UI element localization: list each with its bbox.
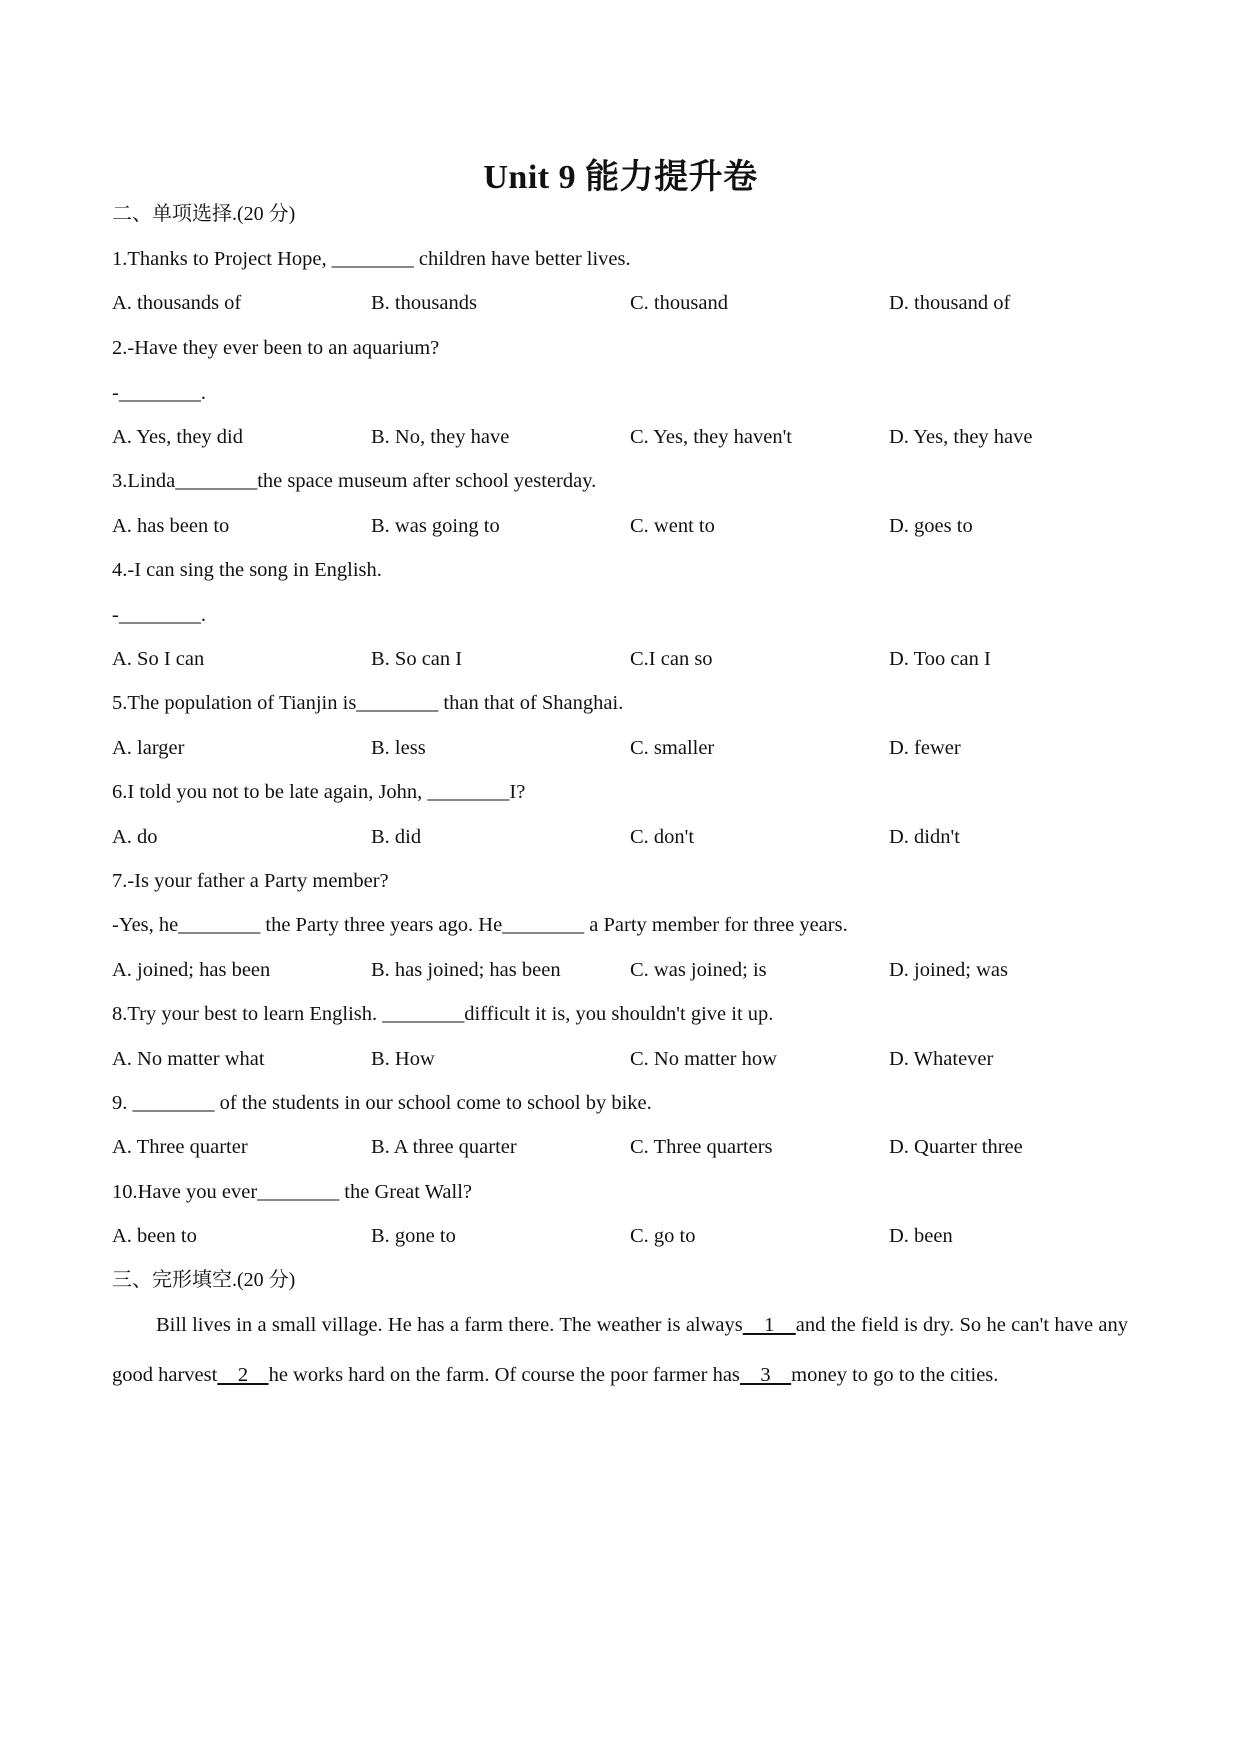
passage-text-1: Bill lives in a small village. He has a farm there. The weather is always	[156, 1314, 743, 1336]
question-8-option-b: B. How	[371, 1048, 435, 1070]
question-3-option-c: C. went to	[630, 515, 715, 537]
question-4-option-d: D. Too can I	[889, 648, 991, 670]
question-4-options	[112, 646, 1152, 672]
question-1-option-b: B. thousands	[371, 292, 477, 314]
question-7-response: -Yes, he________ the Party three years ago. He________ a Party member for three years.	[112, 914, 848, 936]
question-6-option-a: A. do	[112, 826, 158, 848]
cloze-blank-1: 1	[742, 1314, 796, 1336]
question-4-option-a: A. So I can	[112, 648, 205, 670]
question-8-option-a: A. No matter what	[112, 1048, 265, 1070]
question-6-option-c: C. don't	[630, 826, 695, 848]
question-10-option-d: D. been	[889, 1225, 953, 1247]
question-5-option-d: D. fewer	[889, 737, 961, 759]
question-9-stem: 9. ________ of the students in our school come to school by bike.	[112, 1092, 652, 1114]
question-10-stem: 10.Have you ever________ the Great Wall?	[112, 1181, 473, 1203]
question-10-option-c: C. go to	[630, 1225, 696, 1247]
question-1-option-d: D. thousand of	[889, 292, 1011, 314]
question-5-stem: 5.The population of Tianjin is________ than that of Shanghai.	[112, 692, 624, 714]
question-7-stem: 7.-Is your father a Party member?	[112, 870, 389, 892]
question-10-option-a: A. been to	[112, 1225, 197, 1247]
question-4-option-c: C.I can so	[630, 648, 713, 670]
question-9-option-a: A. Three quarter	[112, 1136, 248, 1158]
question-9-option-c: C. Three quarters	[630, 1136, 773, 1158]
question-5-option-b: B. less	[371, 737, 426, 759]
question-2-option-a: A. Yes, they did	[112, 426, 243, 448]
question-2-option-b: B. No, they have	[371, 426, 510, 448]
question-3-stem: 3.Linda________the space museum after school yesterday.	[112, 470, 597, 492]
question-5-option-a: A. larger	[112, 737, 185, 759]
question-1-option-c: C. thousand	[630, 292, 728, 314]
cloze-passage	[112, 1300, 1128, 1400]
question-3-option-d: D. goes to	[889, 515, 973, 537]
passage-text-3: he works hard on the farm. Of course the poor farmer has	[268, 1364, 740, 1386]
question-7-option-b: B. has joined; has been	[371, 959, 561, 981]
question-5-options	[112, 735, 1152, 761]
passage-text-2: and the field is dry. So he can't have any good harvest	[112, 1314, 1128, 1386]
section-heading-single-choice: 二、单项选择.(20 分)	[112, 203, 296, 225]
cloze-blank-2: 2	[217, 1364, 269, 1386]
question-10-options	[112, 1223, 1152, 1249]
question-2-option-d: D. Yes, they have	[889, 426, 1033, 448]
question-6-stem: 6.I told you not to be late again, John, ________I?	[112, 781, 526, 803]
question-7-option-d: D. joined; was	[889, 959, 1008, 981]
question-1-options	[112, 290, 1152, 316]
question-9-options	[112, 1134, 1152, 1160]
question-10-option-b: B. gone to	[371, 1225, 456, 1247]
question-9-option-b: B. A three quarter	[371, 1136, 517, 1158]
passage-text-4: money to go to the cities.	[791, 1364, 999, 1386]
cloze-blank-3: 3	[739, 1364, 792, 1386]
question-6-options	[112, 824, 1152, 850]
question-2-response: -________.	[112, 382, 206, 404]
question-3-option-b: B. was going to	[371, 515, 500, 537]
question-7-option-a: A. joined; has been	[112, 959, 271, 981]
question-3-options	[112, 513, 1152, 539]
question-4-stem: 4.-I can sing the song in English.	[112, 559, 382, 581]
question-8-option-c: C. No matter how	[630, 1048, 777, 1070]
question-4-response: -________.	[112, 604, 206, 626]
question-6-option-d: D. didn't	[889, 826, 960, 848]
question-2-option-c: C. Yes, they haven't	[630, 426, 792, 448]
question-8-option-d: D. Whatever	[889, 1048, 994, 1070]
question-1-option-a: A. thousands of	[112, 292, 242, 314]
question-7-options	[112, 957, 1152, 983]
question-4-option-b: B. So can I	[371, 648, 463, 670]
question-1-stem: 1.Thanks to Project Hope, ________ children have better lives.	[112, 248, 631, 270]
question-6-option-b: B. did	[371, 826, 422, 848]
section-heading-cloze: 三、完形填空.(20 分)	[112, 1269, 296, 1291]
question-8-options	[112, 1046, 1152, 1072]
question-2-stem: 2.-Have they ever been to an aquarium?	[112, 337, 440, 359]
question-5-option-c: C. smaller	[630, 737, 715, 759]
page-title: Unit 9 能力提升卷	[483, 159, 758, 196]
question-2-options	[112, 424, 1152, 450]
question-7-option-c: C. was joined; is	[630, 959, 767, 981]
question-9-option-d: D. Quarter three	[889, 1136, 1023, 1158]
question-3-option-a: A. has been to	[112, 515, 230, 537]
question-8-stem: 8.Try your best to learn English. ________difficult it is, you shouldn't give it up.	[112, 1003, 774, 1025]
